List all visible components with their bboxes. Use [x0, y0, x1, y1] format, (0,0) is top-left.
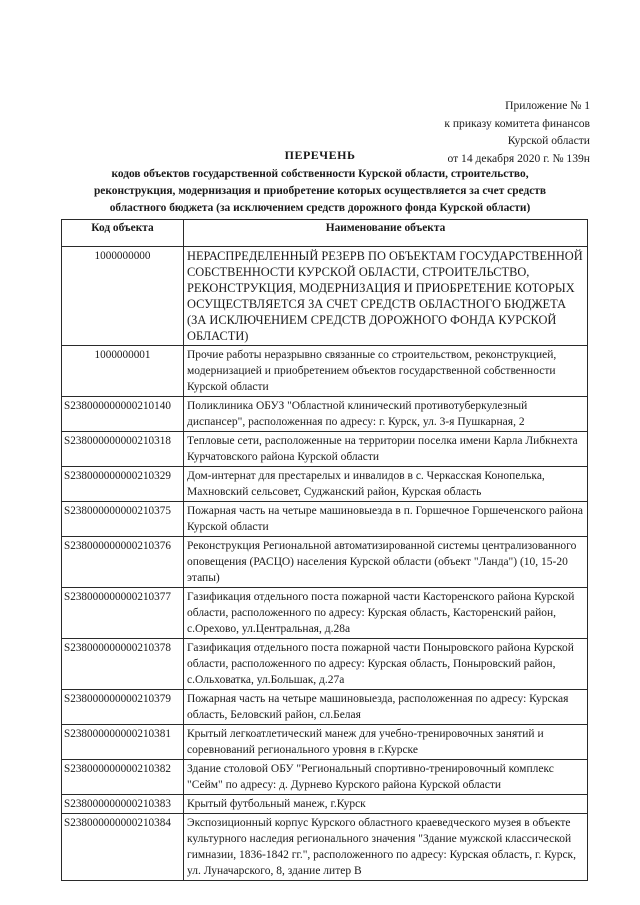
- table-row: [62, 725, 588, 760]
- column-header-code: Код объекта: [62, 220, 184, 247]
- table-row: [62, 760, 588, 795]
- object-name: Пожарная часть на четыре машиновыезда, расположенная по адресу: Курская область, Беловский район, сл.Белая: [184, 690, 588, 725]
- object-name: Поликлиника ОБУЗ "Областной клинический противотуберкулезный диспансер", расположенная по адресу: г. Курск, ул. 3-я Пушкарная, 2: [184, 397, 588, 432]
- object-name: НЕРАСПРЕДЕЛЕННЫЙ РЕЗЕРВ ПО ОБЪЕКТАМ ГОСУДАРСТВЕННОЙ СОБСТВЕННОСТИ КУРСКОЙ ОБЛАСТИ, СТРОИТЕЛЬСТВО, РЕКОНСТРУКЦИЯ, МОДЕРНИЗАЦИЯ И ПРИОБРЕТЕНИЕ КОТОРЫХ ОСУЩЕСТВЛЯЕТСЯ ЗА СЧЕТ СРЕДСТВ ОБЛАСТНОГО БЮДЖЕТА (ЗА ИСКЛЮЧЕНИЕМ СРЕДСТВ ДОРОЖНОГО ФОНДА КУРСКОЙ ОБЛАСТИ): [184, 247, 588, 346]
- object-code: S238000000000210376: [62, 537, 184, 588]
- appendix-line: к приказу комитета финансов: [444, 116, 590, 130]
- table-row: [62, 432, 588, 467]
- document-title: ПЕРЕЧЕНЬ: [284, 148, 356, 162]
- object-name: Пожарная часть на четыре машиновыезда в п. Горшечное Горшеченского района Курской области: [184, 502, 588, 537]
- object-code: S238000000000210384: [62, 814, 184, 881]
- appendix-line: Курской области: [507, 134, 590, 147]
- object-code: 1000000001: [62, 346, 184, 397]
- appendix-line: Приложение № 1: [505, 99, 590, 112]
- object-name: Дом-интернат для престарелых и инвалидов в с. Черкасская Конопелька, Махновский сельсовет, Суджанский район, Курская область: [184, 467, 588, 502]
- object-code: S238000000000210383: [62, 795, 184, 814]
- object-code: S238000000000210375: [62, 502, 184, 537]
- object-name: Крытый легкоатлетический манеж для учебно-тренировочных занятий и соревнований регионального уровня в г.Курске: [184, 725, 588, 760]
- object-code: S238000000000210377: [62, 588, 184, 639]
- table-row: [62, 537, 588, 588]
- table-row: [62, 814, 588, 881]
- table-row: [62, 247, 588, 346]
- object-code: S238000000000210382: [62, 760, 184, 795]
- object-name: Крытый футбольный манеж, г.Курск: [184, 795, 588, 814]
- object-name: Реконструкция Региональной автоматизированной системы централизованного оповещения (РАСЦО) населения Курской области (объект "Ланда") (10, 15-20 этапы): [184, 537, 588, 588]
- object-code: S238000000000210140: [62, 397, 184, 432]
- subtitle-line: реконструкция, модернизация и приобретение которых осуществляется за счет средств: [93, 185, 547, 197]
- object-name: Газификация отдельного поста пожарной части Поныровского района Курской области, расположенного по адресу: Курская область, Поныровский район, с.Ольховатка, ул.Большак, д.27а: [184, 639, 588, 690]
- table-row: [62, 588, 588, 639]
- column-header-name: Наименование объекта: [184, 220, 588, 247]
- object-code: 1000000000: [62, 247, 184, 346]
- table-row: [62, 795, 588, 814]
- subtitle-line: кодов объектов государственной собственности Курской области, строительство,: [111, 168, 529, 180]
- object-name: Тепловые сети, расположенные на территории поселка имени Карла Либкнехта Курчатовского района Курской области: [184, 432, 588, 467]
- table-header-row: [62, 220, 588, 247]
- table-row: [62, 397, 588, 432]
- object-name: Экспозиционный корпус Курского областного краеведческого музея в объекте культурного наследия регионального значения "Здание мужской классической гимназии, 1836-1842 гг.", расположенного по адресу: Курская область, г. Курск, ул. Луначарского, 8, здание литер В: [184, 814, 588, 881]
- object-code: S238000000000210379: [62, 690, 184, 725]
- subtitle-line: областного бюджета (за исключением средств дорожного фонда Курской области): [109, 202, 531, 214]
- appendix-line: от 14 декабря 2020 г. № 139н: [447, 151, 590, 165]
- table-row: [62, 690, 588, 725]
- object-code: S238000000000210318: [62, 432, 184, 467]
- table-row: [62, 502, 588, 537]
- object-code: S238000000000210329: [62, 467, 184, 502]
- object-code: S238000000000210378: [62, 639, 184, 690]
- table-row: [62, 639, 588, 690]
- object-code: S238000000000210381: [62, 725, 184, 760]
- object-name: Прочие работы неразрывно связанные со строительством, реконструкцией, модернизацией и приобретением объектов государственной собственности Курской области: [184, 346, 588, 397]
- document-subtitle: [60, 166, 580, 217]
- table-row: [62, 467, 588, 502]
- object-name: Здание столовой ОБУ "Региональный спортивно-тренировочный комплекс "Сейм" по адресу: д. Дурнево Курского района Курской области: [184, 760, 588, 795]
- table-row: [62, 346, 588, 397]
- object-name: Газификация отдельного поста пожарной части Касторенского района Курской области, расположенного по адресу: Курская область, Касторенский район, с.Орехово, ул.Центральная, д.28а: [184, 588, 588, 639]
- objects-table: [61, 219, 588, 881]
